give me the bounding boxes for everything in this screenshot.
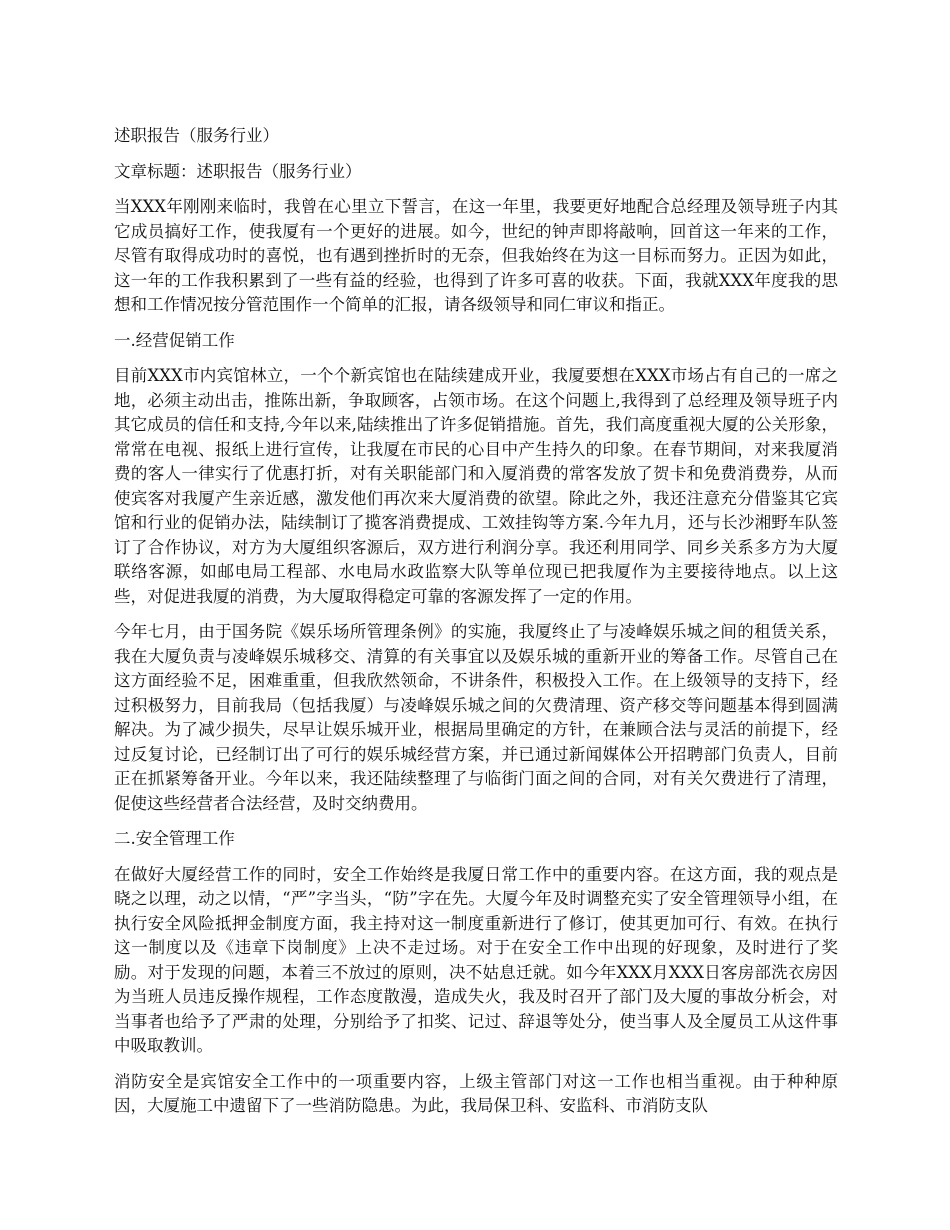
document-body — [114, 124, 838, 1130]
section2-paragraph-2: 消防安全是宾馆安全工作中的一项重要内容，上级主管部门对这一工作也相当重视。由于种种原因，大厦施工中遗留下了一些消防隐患。为此，我局保卫科、安监科、市消防支队 — [114, 1071, 838, 1115]
section1-heading: 一.经营促销工作 — [114, 330, 235, 350]
document-title: 述职报告（服务行业） — [114, 126, 279, 145]
article-title: 文章标题：述职报告（服务行业） — [114, 161, 362, 181]
section2-heading: 二.安全管理工作 — [114, 829, 235, 848]
section1-paragraph-2: 今年七月，由于国务院《娱乐场所管理条例》的实施，我厦终止了与凌峰娱乐城之间的租赁关系，我在大厦负责与凌峰娱乐城移交、清算的有关事宜以及娱乐城的重新开业的筹备工作。尽管自己在这方面经验不足，困难重重，但我欣然领命，不讲条件，积极投入工作。在上级领导的支持下，经过积极努力，目前我局（包括我厦）与凌峰娱乐城之间的欠费清理、资产移交等问题基本得到圆满解决。为了减少损失，尽早让娱乐城开业，根据局里确定的方针，在兼顾合法与灵活的前提下，经过反复讨论，已经制订出了可行的娱乐城经营方案，并已通过新闻媒体公开招聘部门负责人，目前正在抓紧筹备开业。今年以来，我还陆续整理了与临街门面之间的合同，对有关欠费进行了清理，促使这些经营者合法经营，及时交纳费用。 — [114, 622, 838, 813]
intro-paragraph: 当XXX年刚刚来临时，我曾在心里立下誓言，在这一年里，我要更好地配合总经理及领导班子内其它成员搞好工作，使我厦有一个更好的进展。如今，世纪的钟声即将敲响，回首这一年来的工作，尽管有取得成功时的喜悦，也有遇到挫折时的无奈，但我始终在为这一目标而努力。正因为如此，这一年的工作我积累到了一些有益的经验，也得到了许多可喜的收获。下面，我就XXX年度我的思想和工作情况按分管范围作一个简单的汇报，请各级领导和同仁审议和指正。 — [114, 197, 838, 314]
section2-paragraph-1: 在做好大厦经营工作的同时，安全工作始终是我厦日常工作中的重要内容。在这方面，我的观点是晓之以理，动之以情，“严”字当头，“防”字在先。大厦今年及时调整充实了安全管理领导小组，在执行安全风险抵押金制度方面，我主持对这一制度重新进行了修订，使其更加可行、有效。在执行这一制度以及《违章下岗制度》上决不走过场。对于在安全工作中出现的好现象，及时进行了奖励。对于发现的问题，本着三不放过的原则，决不姑息迁就。如今年XXX月XXX日客房部洗衣房因为当班人员违反操作规程，工作态度散漫，造成失火，我及时召开了部门及大厦的事故分析会，对当事者也给予了严肃的处理，分别给予了扣奖、记过、辞退等处分，使当事人及全厦员工从这件事中吸取教训。 — [114, 864, 838, 1055]
section1-paragraph-1: 目前XXX市内宾馆林立，一个个新宾馆也在陆续建成开业，我厦要想在XXX市场占有自己的一席之地，必须主动出击，推陈出新，争取顾客，占领市场。在这个问题上,我得到了总经理及领导班子内其它成员的信任和支持,今年以来,陆续推出了许多促销措施。首先，我们高度重视大厦的公关形象，常常在电视、报纸上进行宣传，让我厦在市民的心目中产生持久的印象。在春节期间，对来我厦消费的客人一律实行了优惠打折，对有关职能部门和入厦消费的常客发放了贺卡和免费消费券，从而使宾客对我厦产生亲近感，激发他们再次来大厦消费的欲望。除此之外，我还注意充分借鉴其它宾馆和行业的促销办法，陆续制订了揽客消费提成、工效挂钩等方案.今年九月，还与长沙湘野车队签订了合作协议，对方为大厦组织客源后，双方进行利润分享。我还利用同学、同乡关系多方为大厦联络客源，如邮电局工程部、水电局水政监察大队等单位现已把我厦作为主要接待地点。以上这些，对促进我厦的消费，为大厦取得稳定可靠的客源发挥了一定的作用。 — [114, 366, 838, 606]
